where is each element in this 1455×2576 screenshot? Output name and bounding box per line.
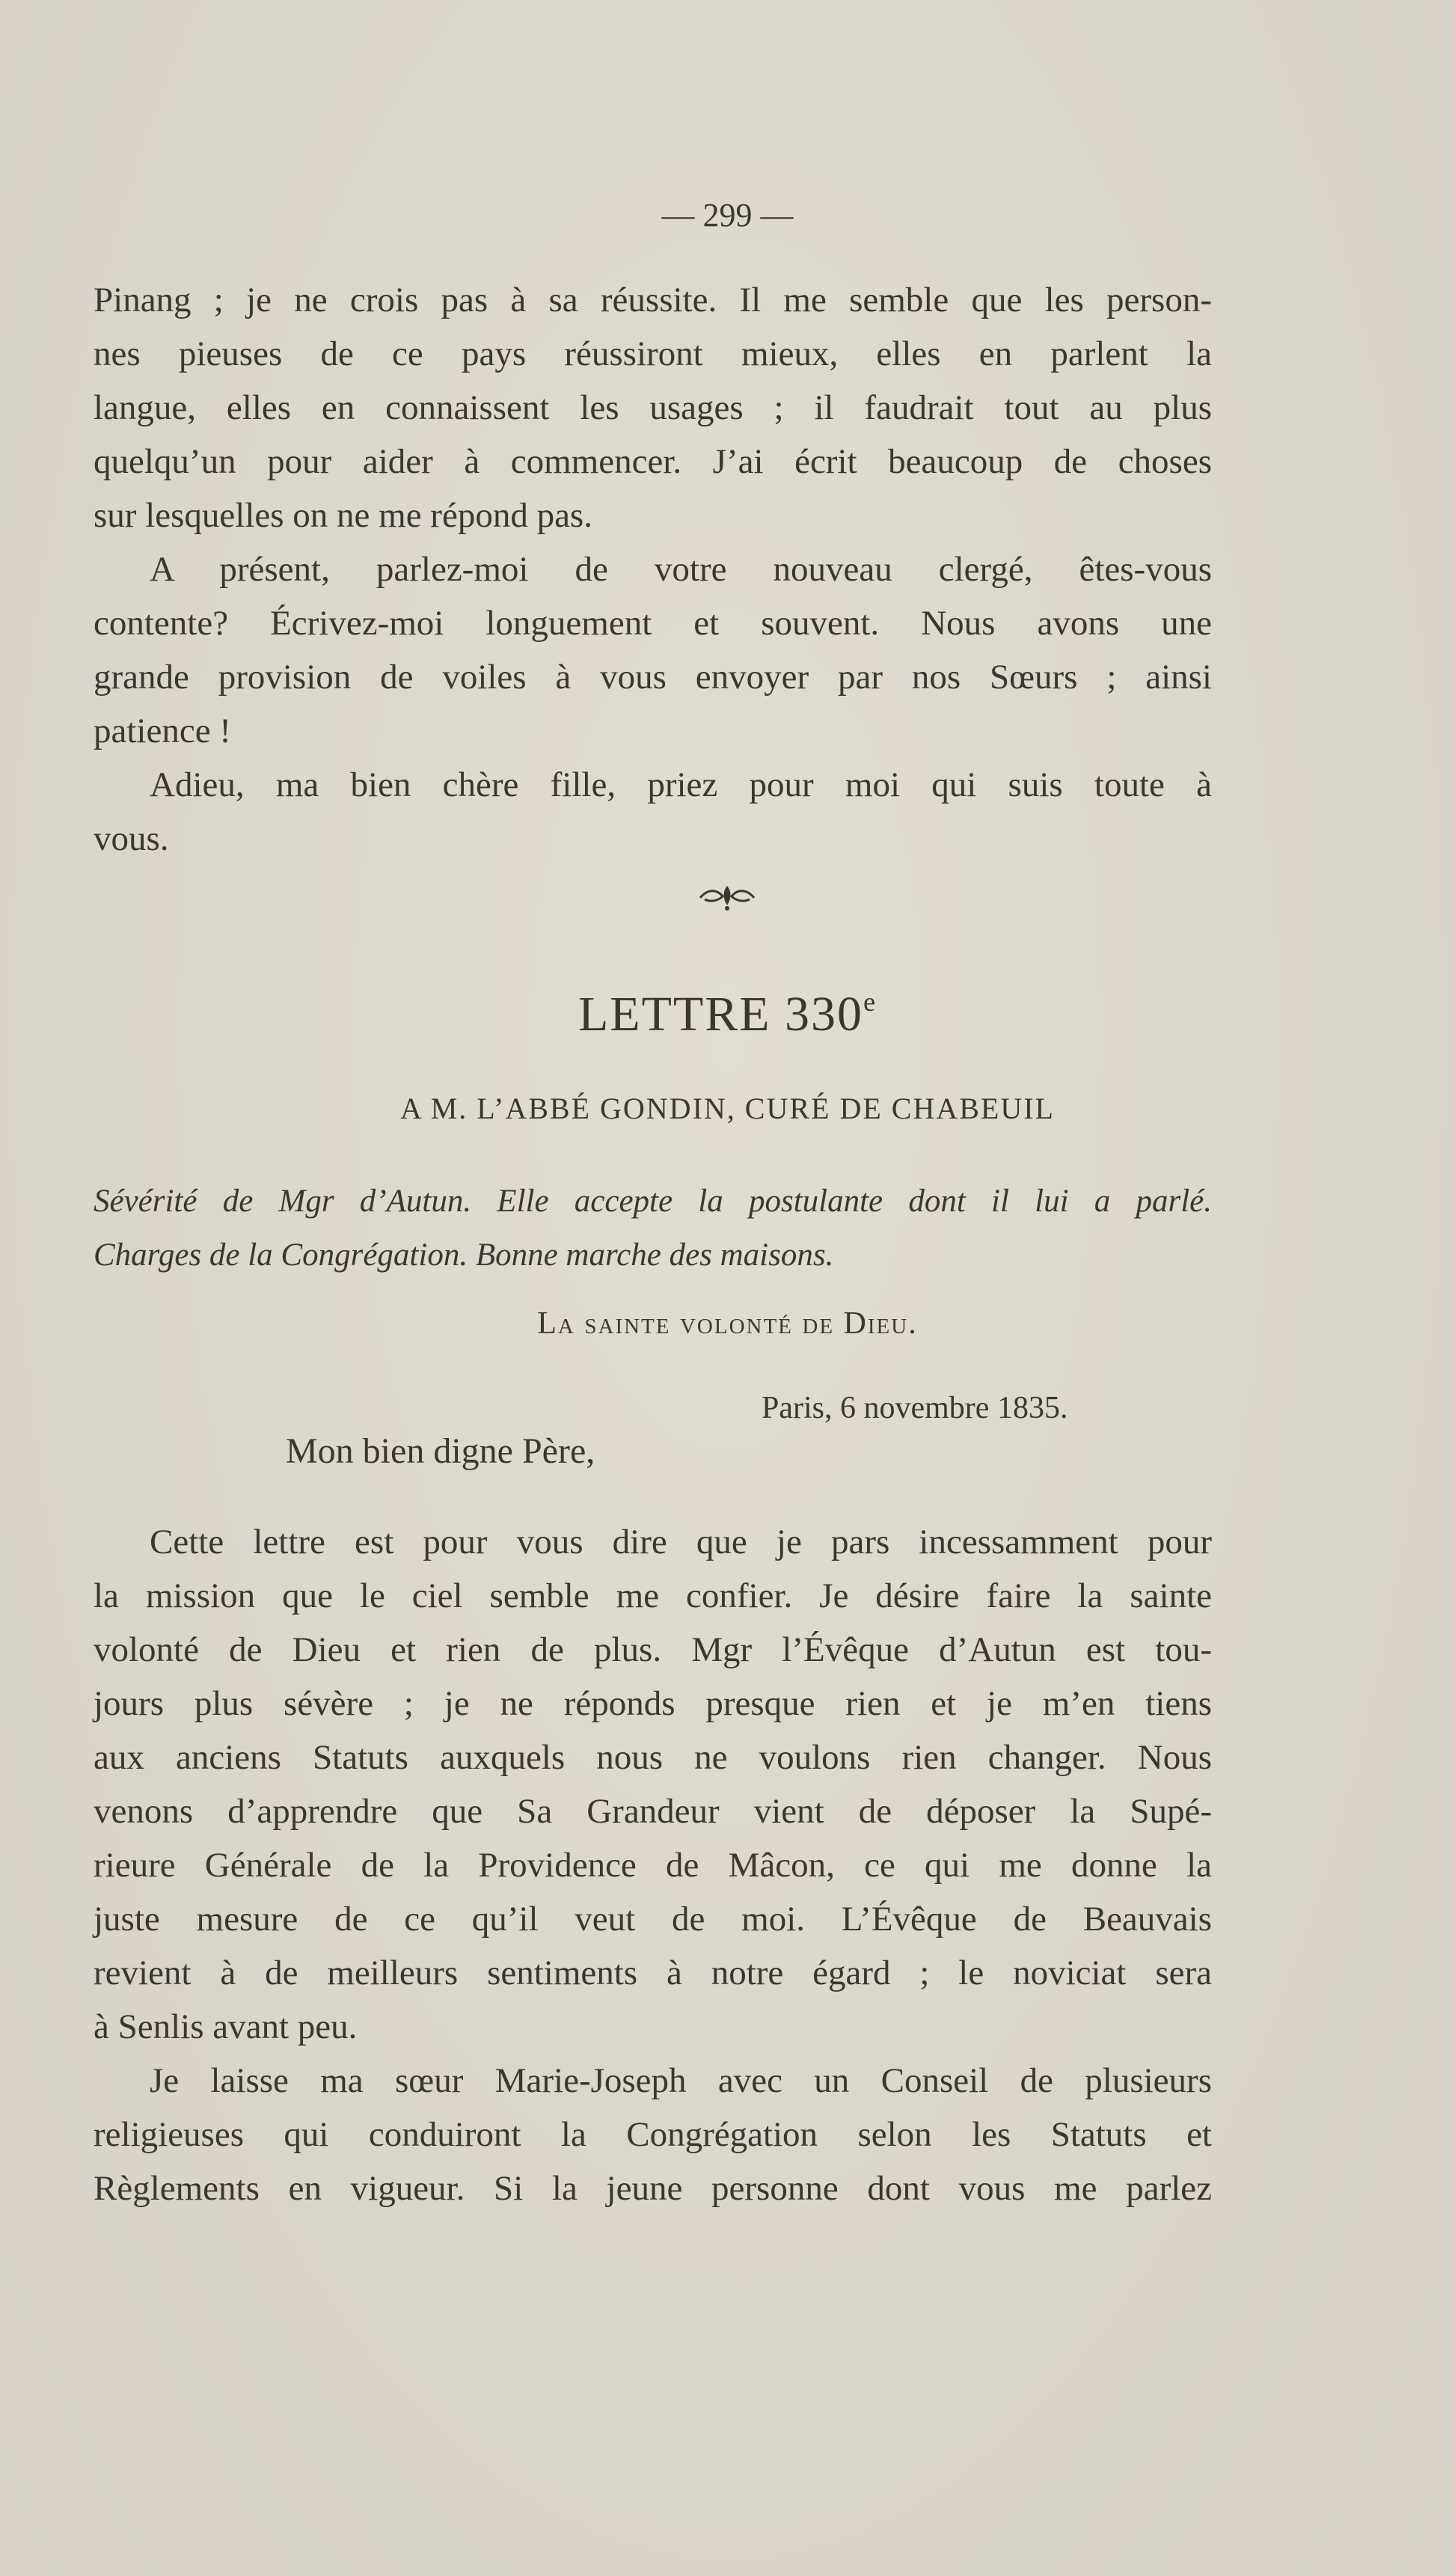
previous-letter-ending: [94, 273, 1212, 866]
text-line: à Senlis avant peu.: [94, 2007, 358, 2046]
text-line: revient à de meilleurs sentiments à notre égard ; le noviciat sera: [94, 1954, 1212, 1992]
text-line: Pinang ; je ne crois pas à sa réussite. Il me semble que les person-: [94, 281, 1212, 319]
letter-title: [0, 986, 1455, 1043]
fleuron-ornament-icon: [697, 881, 757, 911]
text-line: langue, elles en connaissent les usages ; il faudrait tout au plus: [94, 388, 1212, 427]
text-line: la mission que le ciel semble me confier. Je désire faire la sainte: [94, 1576, 1212, 1615]
letter-salutation: Mon bien digne Père,: [286, 1431, 595, 1471]
text-line: Je laisse ma sœur Marie-Joseph avec un Conseil de plusieurs: [150, 2061, 1212, 2100]
text-line: vous.: [94, 819, 169, 858]
letter-title-text: LETTRE 330: [578, 987, 864, 1041]
page-number: — 299 —: [661, 197, 794, 233]
text-line: Cette lettre est pour vous dire que je pars incessamment pour: [150, 1523, 1212, 1561]
summary-line: Charges de la Congrégation. Bonne marche des maisons.: [94, 1237, 834, 1273]
text-line: venons d’apprendre que Sa Grandeur vient de déposer la Supé-: [94, 1792, 1212, 1831]
text-line: religieuses qui conduiront la Congrégation selon les Statuts et: [94, 2115, 1212, 2154]
text-line: juste mesure de ce qu’il veut de moi. L’Évêque de Beauvais: [94, 1900, 1212, 1939]
text-line: volonté de Dieu et rien de plus. Mgr l’Évêque d’Autun est tou-: [94, 1630, 1212, 1669]
text-line: aux anciens Statuts auxquels nous ne voulons rien changer. Nous: [94, 1738, 1212, 1777]
summary-line: Sévérité de Mgr d’Autun. Elle accepte la postulante dont il lui a parlé.: [94, 1184, 1212, 1219]
letter-addressee: A M. L’ABBÉ GONDIN, CURÉ DE CHABEUIL: [400, 1092, 1055, 1125]
text-line: rieure Générale de la Providence de Mâcon, ce qui me donne la: [94, 1846, 1212, 1885]
text-line: sur lesquelles on ne me répond pas.: [94, 496, 592, 535]
letter-motto: La sainte volonté de Dieu.: [537, 1306, 918, 1341]
text-line: Adieu, ma bien chère fille, priez pour moi qui suis toute à: [150, 765, 1212, 804]
text-line: Règlements en vigueur. Si la jeune personne dont vous me parlez: [94, 2169, 1212, 2208]
letter-title-suffix: e: [863, 987, 877, 1017]
letter-summary: [94, 1175, 1212, 1282]
letter-dateline: Paris, 6 novembre 1835.: [762, 1391, 1068, 1425]
text-line: A présent, parlez-moi de votre nouveau clergé, êtes-vous: [150, 550, 1212, 589]
letter-body: [94, 1515, 1212, 2215]
text-line: contente? Écrivez-moi longuement et souvent. Nous avons une: [94, 604, 1212, 643]
text-line: nes pieuses de ce pays réussiront mieux, elles en parlent la: [94, 334, 1212, 373]
text-line: grande provision de voiles à vous envoyer par nos Sœurs ; ainsi: [94, 658, 1212, 697]
text-line: quelqu’un pour aider à commencer. J’ai écrit beaucoup de choses: [94, 442, 1212, 481]
text-line: jours plus sévère ; je ne réponds presque rien et je m’en tiens: [94, 1684, 1212, 1723]
text-line: patience !: [94, 712, 231, 750]
